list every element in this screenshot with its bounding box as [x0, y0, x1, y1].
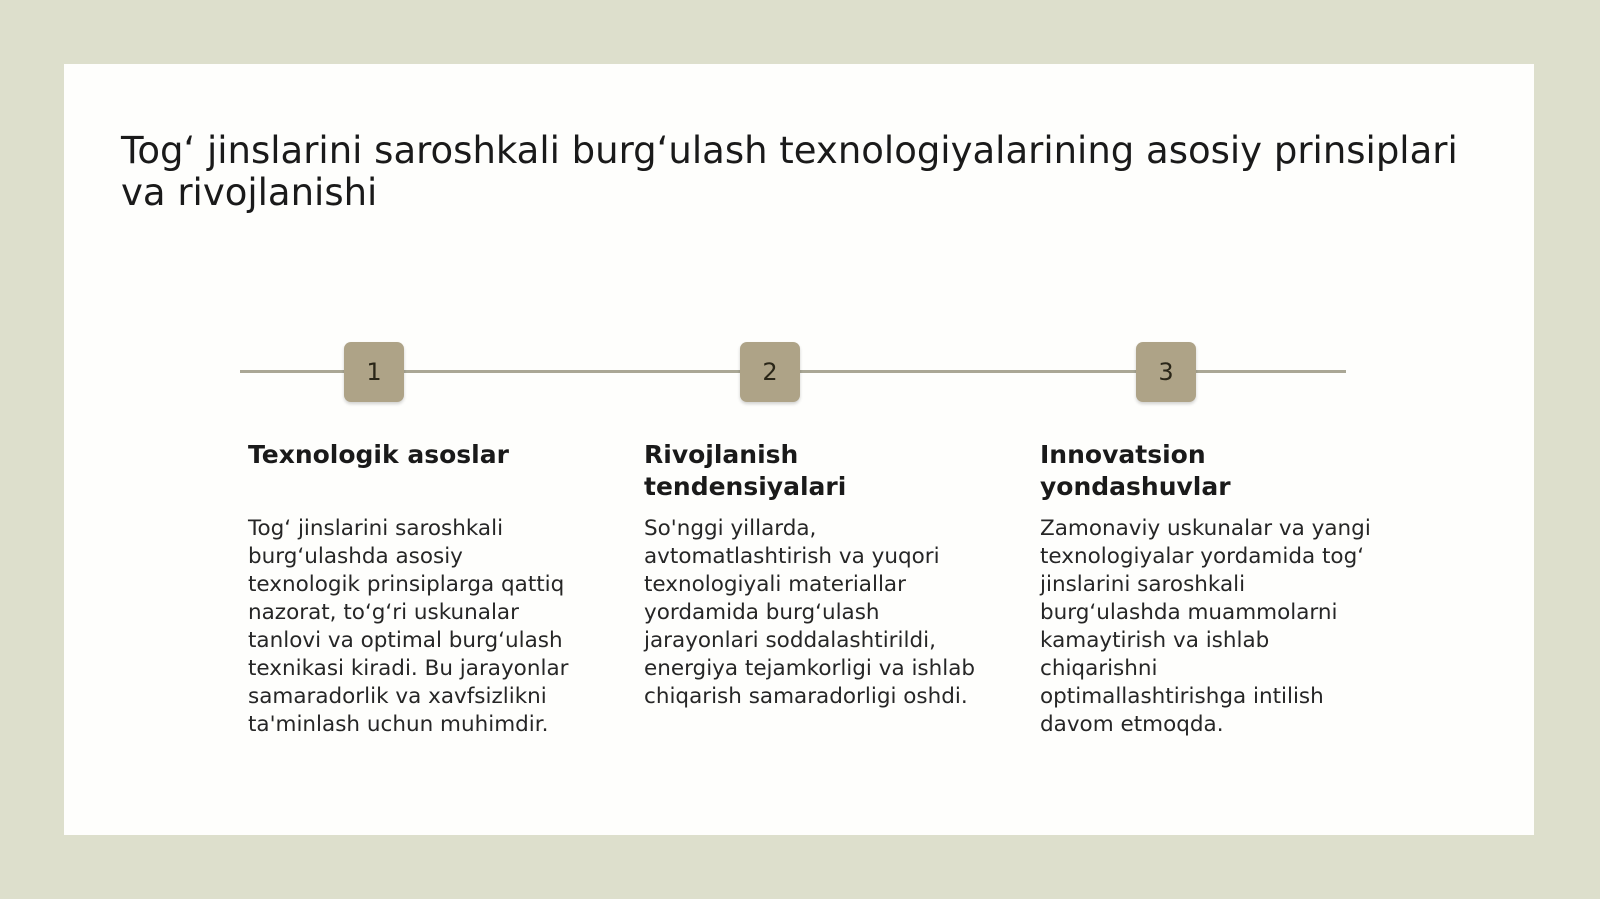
step-badge-3: 3: [1136, 342, 1196, 402]
step-column-1: [248, 439, 593, 739]
step-badge-1: 1: [344, 342, 404, 402]
step-heading: Rivojlanish tendensiyalari: [644, 440, 847, 501]
step-heading: Innovatsion yondashuvlar: [1040, 440, 1231, 501]
slide-title: Tog‘ jinslarini saroshkali burg‘ulash texnologiyalarining asosiy prinsiplari va rivojlanishi: [121, 129, 1458, 214]
step-badge-2: 2: [740, 342, 800, 402]
slide: [64, 64, 1534, 835]
step-description: Zamonaviy uskunalar va yangi texnologiyalar yordamida tog‘ jinslarini saroshkali burg‘ulashda muammolarni kamaytirish va ishlab chiqarishni optimallashtirishga intilish davom etmoqda.: [1040, 516, 1371, 737]
step-column-2: [644, 439, 989, 711]
step-description: So'nggi yillarda, avtomatlashtirish va yuqori texnologiyali materiallar yordamida burg‘ulash jarayonlari soddalashtirildi, energiya tejamkorligi va ishlab chiqarish samaradorligi oshdi.: [644, 516, 976, 709]
step-heading: Texnologik asoslar: [248, 440, 509, 469]
step-description: Tog‘ jinslarini saroshkali burg‘ulashda asosiy texnologik prinsiplarga qattiq nazorat, to‘g‘ri uskunalar tanlovi va optimal burg‘ulash texnikasi kiradi. Bu jarayonlar samaradorlik va xavfsizlikni ta'minlash uchun muhimdir.: [248, 516, 569, 737]
step-column-3: [1040, 439, 1385, 739]
